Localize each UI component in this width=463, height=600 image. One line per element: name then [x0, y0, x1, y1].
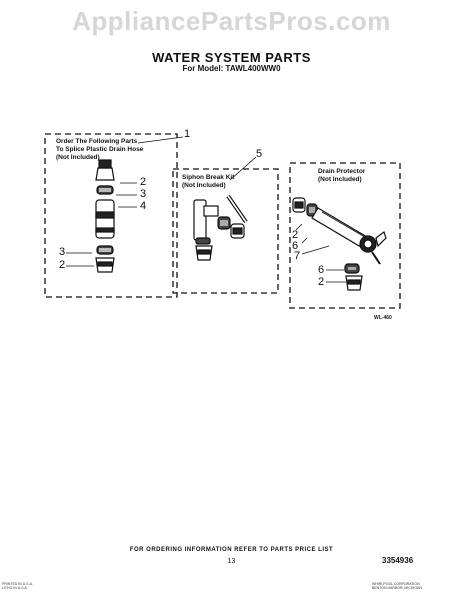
- callout-number: 2: [59, 259, 66, 271]
- callout-number: 2: [292, 229, 299, 241]
- callout-number: 3: [140, 188, 147, 200]
- small-print-line: BENTON HARBOR, MICHIGAN: [372, 586, 422, 590]
- callout-number: 3: [59, 246, 66, 258]
- siphon-break-parts: [194, 196, 246, 260]
- callout-number: 2: [318, 276, 325, 288]
- group-label-line: Order The Following Parts: [56, 138, 138, 145]
- group-label-line: (Not Included): [56, 154, 100, 161]
- callout-number: 6: [318, 264, 325, 276]
- group-label-line: (Not Included): [182, 182, 226, 189]
- group-label-drain-protector: [318, 168, 365, 184]
- group-label-line: (Not Included): [318, 176, 362, 183]
- figure-reference: WL-460: [374, 315, 392, 321]
- small-print-left: [2, 582, 33, 590]
- group-label-splice: [56, 138, 143, 162]
- page-title: WATER SYSTEM PARTS: [152, 50, 311, 65]
- watermark: AppliancePartsPros.com: [72, 6, 391, 36]
- group-label-line: Drain Protector: [318, 168, 366, 175]
- model-line: For Model: TAWL400WW0: [182, 64, 281, 73]
- callout-number: 6: [292, 240, 299, 252]
- group-label-siphon: [182, 174, 234, 190]
- callout-number: 4: [140, 200, 147, 212]
- group-label-line: Siphon Break Kit: [182, 174, 235, 181]
- small-print-right: [372, 582, 422, 590]
- page-number: 13: [227, 558, 236, 565]
- group-label-line: To Splice Plastic Drain Hose: [56, 146, 144, 153]
- callout-number: 2: [140, 176, 147, 188]
- small-print-line: PRINTED IN U.S.A.: [2, 582, 33, 586]
- small-print-line: WHIRLPOOL CORPORATION: [372, 582, 420, 586]
- callout-number: 1: [184, 128, 191, 140]
- ordering-note: FOR ORDERING INFORMATION REFER TO PARTS PRICE LIST: [129, 547, 334, 553]
- callout-number: 5: [256, 148, 263, 160]
- drain-protector-parts: [293, 198, 386, 290]
- callout-number: 7: [294, 250, 301, 262]
- small-print-line: LITHO IN U.S.A.: [2, 586, 28, 590]
- splice-parts: [96, 160, 114, 272]
- part-number: 3354936: [382, 556, 414, 565]
